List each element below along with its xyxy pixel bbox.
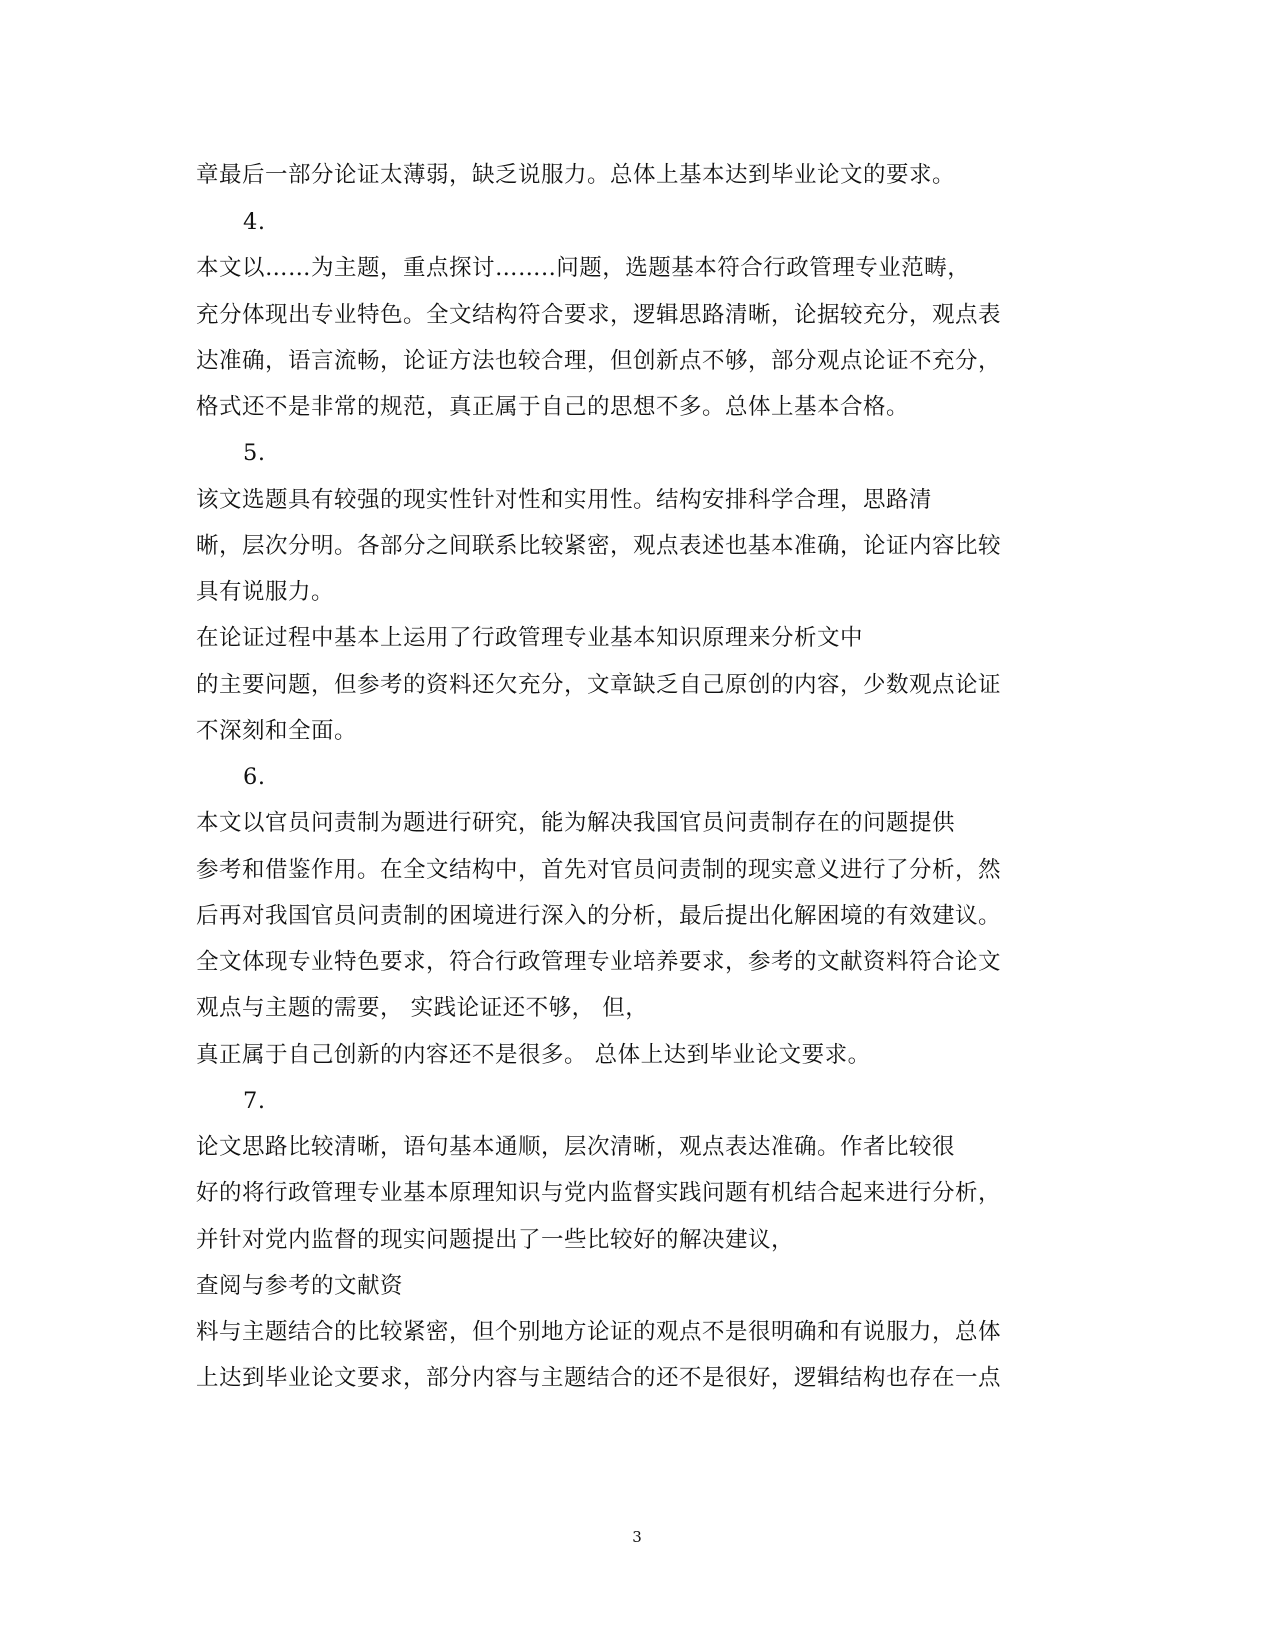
text-line: 该文选题具有较强的现实性针对性和实用性。结构安排科学合理，思路清 xyxy=(196,487,933,513)
page-number: 3 xyxy=(632,1528,642,1546)
text-line: 不深刻和全面。 xyxy=(196,718,358,744)
text-line: 章最后一部分论证太薄弱，缺乏说服力。总体上基本达到毕业论文的要求。 xyxy=(196,162,956,188)
text-line: 具有说服力。 xyxy=(196,579,335,605)
text-line: 参考和借鉴作用。在全文结构中，首先对官员问责制的现实意义进行了分析，然 xyxy=(196,857,1002,883)
text-line: 观点与主题的需要， 实践论证还不够， 但， xyxy=(196,995,649,1021)
item-number: 4. xyxy=(243,209,266,235)
text-line: 本文以官员问责制为题进行研究，能为解决我国官员问责制存在的问题提供 xyxy=(196,810,956,836)
text-line: 本文以……为主题，重点探讨……..问题，选题基本符合行政管理专业范畴， xyxy=(196,255,971,281)
text-line: 后再对我国官员问责制的困境进行深入的分析，最后提出化解困境的有效建议。 xyxy=(196,903,1002,929)
text-line: 全文体现专业特色要求，符合行政管理专业培养要求，参考的文献资料符合论文 xyxy=(196,949,1002,975)
text-line: 查阅与参考的文献资 xyxy=(196,1273,404,1299)
text-line: 充分体现出专业特色。全文结构符合要求，逻辑思路清晰，论据较充分，观点表 xyxy=(196,302,1002,328)
text-line: 达准确，语言流畅，论证方法也较合理，但创新点不够，部分观点论证不充分， xyxy=(196,348,1002,374)
text-line: 在论证过程中基本上运用了行政管理专业基本知识原理来分析文中 xyxy=(196,625,864,651)
text-line: 论文思路比较清晰，语句基本通顺，层次清晰，观点表达准确。作者比较很 xyxy=(196,1134,956,1160)
text-line: 格式还不是非常的规范，真正属于自己的思想不多。总体上基本合格。 xyxy=(196,394,910,420)
item-number: 5. xyxy=(243,440,266,466)
item-number: 7. xyxy=(243,1088,266,1114)
text-line: 料与主题结合的比较紧密，但个别地方论证的观点不是很明确和有说服力，总体 xyxy=(196,1319,1002,1345)
item-number: 6. xyxy=(243,764,266,790)
text-line: 并针对党内监督的现实问题提出了一些比较好的解决建议， xyxy=(196,1227,795,1253)
text-line: 的主要问题，但参考的资料还欠充分，文章缺乏自己原创的内容，少数观点论证 xyxy=(196,672,1002,698)
text-line: 晰，层次分明。各部分之间联系比较紧密，观点表述也基本准确，论证内容比较 xyxy=(196,533,1002,559)
text-line: 好的将行政管理专业基本原理知识与党内监督实践问题有机结合起来进行分析， xyxy=(196,1180,1002,1206)
text-line: 真正属于自己创新的内容还不是很多。 总体上达到毕业论文要求。 xyxy=(196,1042,871,1068)
text-line: 上达到毕业论文要求，部分内容与主题结合的还不是很好，逻辑结构也存在一点 xyxy=(196,1365,1002,1391)
